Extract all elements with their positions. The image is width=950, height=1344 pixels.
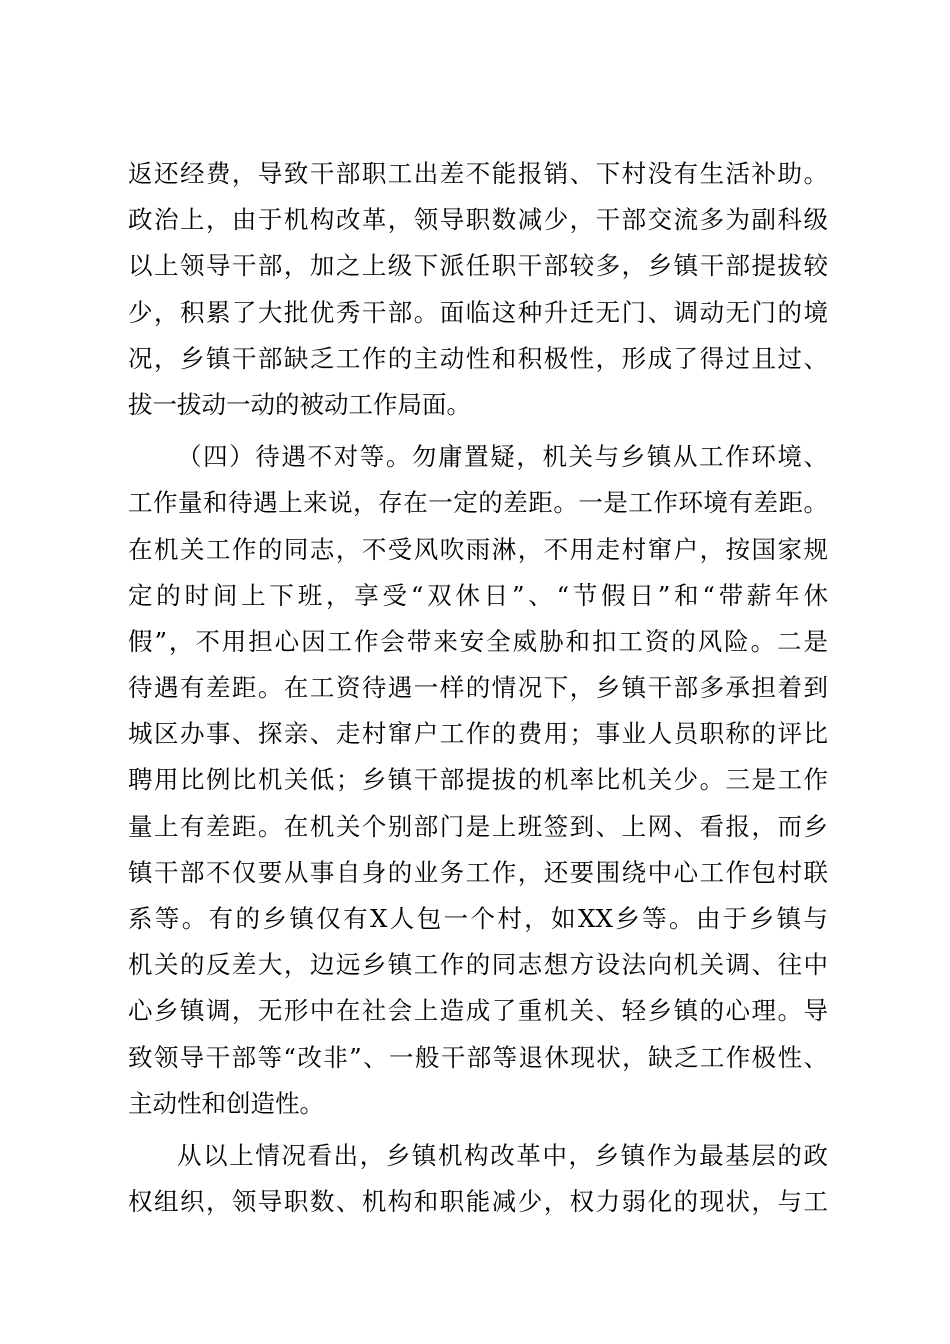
text-line: 定的时间上下班，享受“双休日”、“节假日”和“带薪年休: [128, 580, 828, 610]
text-line: 工作量和待遇上来说，存在一定的差距。一是工作环境有差距。: [128, 488, 828, 518]
text-line: 心乡镇调，无形中在社会上造成了重机关、轻乡镇的心理。导: [128, 996, 828, 1026]
text-line: 少，积累了大批优秀干部。面临这种升迁无门、调动无门的境: [128, 297, 828, 327]
text-line: 返还经费，导致干部职工出差不能报销、下村没有生活补助。: [128, 159, 828, 188]
text-line: 聘用比例比机关低；乡镇干部提拔的机率比机关少。三是工作: [128, 765, 828, 795]
text-line: 城区办事、探亲、走村窜户工作的费用；事业人员职称的评比: [128, 719, 828, 749]
text-line: 从以上情况看出，乡镇机构改革中，乡镇作为最基层的政: [177, 1140, 828, 1170]
text-line: 政治上，由于机构改革，领导职数减少，干部交流多为副科级: [128, 205, 828, 235]
text-line: 假”，不用担心因工作会带来安全威胁和扣工资的风险。二是: [128, 626, 828, 656]
text-line: 量上有差距。在机关个别部门是上班签到、上网、看报，而乡: [128, 811, 828, 841]
body-text: [128, 151, 828, 1225]
text-line: （四）待遇不对等。勿庸置疑，机关与乡镇从工作环境、: [177, 442, 828, 472]
text-line: 系等。有的乡镇仅有X人包一个村，如XX乡等。由于乡镇与: [128, 904, 828, 933]
text-line: 致领导干部等“改非”、一般干部等退休现状，缺乏工作极性、: [128, 1042, 828, 1072]
text-line: 拔一拔动一动的被动工作局面。: [128, 389, 471, 419]
text-line: 权组织，领导职数、机构和职能减少，权力弱化的现状，与工: [128, 1187, 828, 1217]
text-line: 机关的反差大，边远乡镇工作的同志想方设法向机关调、往中: [128, 950, 828, 980]
paragraph-continued: [128, 151, 828, 428]
text-line: 待遇有差距。在工资待遇一样的情况下，乡镇干部多承担着到: [128, 673, 828, 703]
text-line: 镇干部不仅要从事自身的业务工作，还要围绕中心工作包村联: [128, 857, 828, 887]
paragraph-conclusion: [128, 1133, 828, 1225]
text-line: 以上领导干部，加之上级下派任职干部较多，乡镇干部提拔较: [128, 251, 828, 281]
text-line: 主动性和创造性。: [128, 1088, 324, 1118]
paragraph-treatment-inequality: [128, 434, 828, 1127]
text-line: 在机关工作的同志，不受风吹雨淋，不用走村窜户，按国家规: [128, 534, 828, 564]
text-line: 况，乡镇干部缺乏工作的主动性和积极性，形成了得过且过、: [128, 343, 828, 373]
